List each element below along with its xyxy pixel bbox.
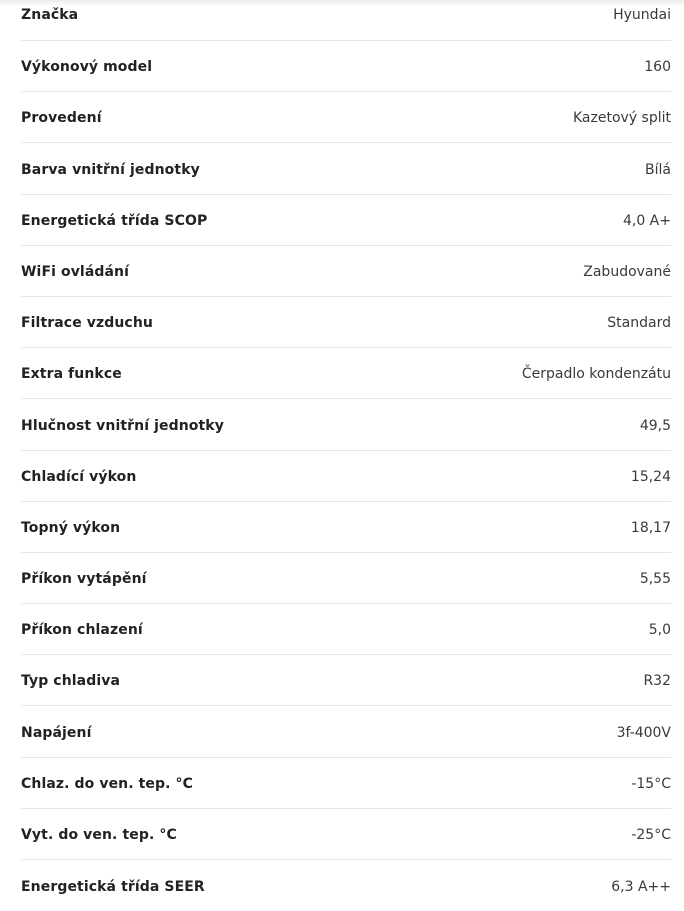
spec-row-cooling-power-input [21, 604, 671, 655]
spec-label: Hlučnost vnitřní jednotky [21, 417, 224, 434]
spec-label: WiFi ovládání [21, 263, 130, 280]
spec-row-wifi [21, 246, 671, 297]
spec-value: 15,24 [630, 468, 671, 485]
spec-row-heating-power-input [21, 553, 671, 604]
spec-label: Provedení [21, 110, 102, 127]
spec-label: Chladící výkon [21, 468, 137, 485]
spec-row-seer-class [21, 860, 671, 911]
spec-label: Vyt. do ven. tep. °C [21, 827, 177, 843]
spec-value: 5,55 [639, 571, 671, 588]
spec-label: Typ chladiva [21, 673, 121, 690]
spec-row-power-supply [21, 706, 671, 757]
spec-value: Standard [607, 315, 671, 332]
spec-value: 3f-400V [616, 724, 671, 741]
spec-row-cooling-capacity [21, 451, 671, 502]
spec-row-extra-features [21, 348, 671, 399]
spec-value: Kazetový split [573, 110, 671, 127]
spec-label: Energetická třída SCOP [21, 212, 208, 229]
spec-label: Barva vnitřní jednotky [21, 161, 200, 178]
spec-row-cooling-outdoor-temp [21, 758, 671, 809]
spec-value: 49,5 [639, 417, 671, 434]
spec-row-power-model [21, 41, 671, 92]
spec-row-heating-outdoor-temp [21, 809, 671, 860]
spec-value: Bílá [645, 161, 671, 178]
spec-value: Zabudované [583, 263, 671, 280]
spec-value: Čerpadlo kondenzátu [521, 366, 671, 383]
spec-label: Výkonový model [21, 59, 153, 76]
spec-value: 5,0 [648, 622, 671, 639]
spec-row-indoor-noise [21, 399, 671, 450]
spec-label: Napájení [21, 724, 92, 741]
spec-value: 160 [644, 59, 671, 76]
spec-value: Hyundai [613, 7, 671, 23]
spec-row-refrigerant [21, 655, 671, 706]
spec-row-air-filtration [21, 297, 671, 348]
spec-row-design [21, 92, 671, 143]
spec-row-scop-class [21, 195, 671, 246]
spec-label: Extra funkce [21, 366, 122, 383]
spec-label: Filtrace vzduchu [21, 315, 153, 332]
spec-label: Příkon chlazení [21, 622, 143, 639]
spec-value: 4,0 A+ [622, 212, 671, 229]
spec-row-heating-capacity [21, 502, 671, 553]
spec-label: Značka [21, 7, 79, 23]
spec-value: 6,3 A++ [611, 879, 671, 896]
spec-table [21, 0, 671, 911]
spec-label: Chlaz. do ven. tep. °C [21, 775, 193, 792]
spec-row-brand [21, 0, 671, 41]
spec-value: -25°C [631, 827, 671, 843]
spec-value: -15°C [631, 775, 671, 792]
spec-label: Energetická třída SEER [21, 879, 205, 896]
spec-value: R32 [643, 673, 671, 690]
spec-row-indoor-color [21, 143, 671, 194]
spec-label: Příkon vytápění [21, 571, 147, 588]
spec-value: 18,17 [630, 519, 671, 536]
spec-label: Topný výkon [21, 519, 121, 536]
